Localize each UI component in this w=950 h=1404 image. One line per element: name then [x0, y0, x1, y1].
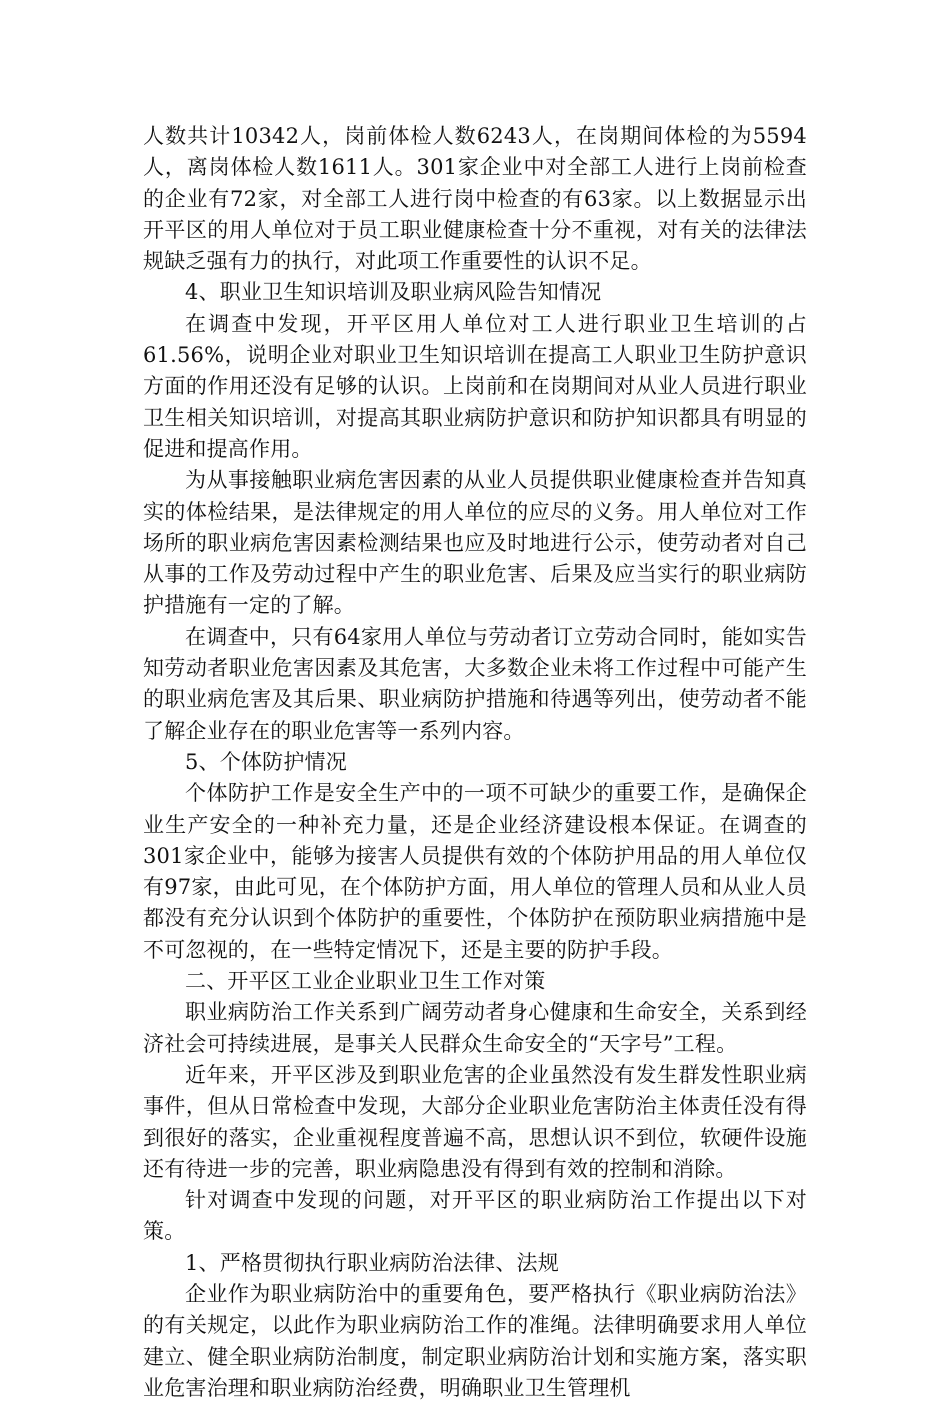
paragraph: 为从事接触职业病危害因素的从业人员提供职业健康检查并告知真实的体检结果，是法律规定的用人单位的应尽的义务。用人单位对工作场所的职业病危害因素检测结果也应及时地进行公示，使劳动者对自己从事的工作及劳动过程中产生的职业危害、后果及应当实行的职业病防护措施有一定的了解。	[143, 468, 807, 618]
section-heading-protection: 5、个体防护情况	[185, 749, 347, 774]
paragraph-continuation: 人数共计10342人，岗前体检人数6243人，在岗期间体检的为5594人，离岗体检人数1611人。301家企业中对全部工人进行上岗前检查的企业有72家，对全部工人进行岗中检查的有63家。以上数据显示出开平区的用人单位对于员工职业健康检查十分不重视，对有关的法律法规缺乏强有力的执行，对此项工作重要性的认识不足。	[143, 124, 807, 274]
section-heading-training: 4、职业卫生知识培训及职业病风险告知情况	[185, 280, 602, 305]
paragraph: 近年来，开平区涉及到职业危害的企业虽然没有发生群发性职业病事件，但从日常检查中发现，大部分企业职业危害防治主体责任没有得到很好的落实，企业重视程度普遍不高，思想认识不到位，软硬件设施还有待进一步的完善，职业病隐患没有得到有效的控制和消除。	[143, 1062, 807, 1181]
paragraph: 在调查中，只有64家用人单位与劳动者订立劳动合同时，能如实告知劳动者职业危害因素及其危害，大多数企业未将工作过程中可能产生的职业病危害及其后果、职业病防护措施和待遇等列出，使劳动者不能了解企业存在的职业危害等一系列内容。	[143, 624, 807, 743]
section-heading-laws: 1、严格贯彻执行职业病防治法律、法规	[185, 1250, 559, 1275]
paragraph: 个体防护工作是安全生产中的一项不可缺少的重要工作，是确保企业生产安全的一种补充力量，还是企业经济建设根本保证。在调查的301家企业中，能够为接害人员提供有效的个体防护用品的用人单位仅有97家，由此可见，在个体防护方面，用人单位的管理人员和从业人员都没有充分认识到个体防护的重要性，个体防护在预防职业病措施中是不可忽视的，在一些特定情况下，还是主要的防护手段。	[143, 781, 807, 962]
document-page	[143, 121, 807, 1404]
paragraph: 企业作为职业病防治中的重要角色，要严格执行《职业病防治法》的有关规定，以此作为职业病防治工作的准绳。法律明确要求用人单位建立、健全职业病防治制度，制定职业病防治计划和实施方案，落实职业危害治理和职业病防治经费，明确职业卫生管理机	[143, 1281, 807, 1400]
paragraph: 职业病防治工作关系到广阔劳动者身心健康和生命安全，关系到经济社会可持续进展，是事关人民群众生命安全的“天字号”工程。	[143, 1000, 807, 1056]
section-heading-countermeasures: 二、开平区工业企业职业卫生工作对策	[185, 969, 546, 994]
paragraph: 针对调查中发现的问题，对开平区的职业病防治工作提出以下对策。	[143, 1188, 807, 1244]
paragraph: 在调查中发现，开平区用人单位对工人进行职业卫生培训的占61.56%，说明企业对职业卫生知识培训在提高工人职业卫生防护意识方面的作用还没有足够的认识。上岗前和在岗期间对从业人员进行职业卫生相关知识培训，对提高其职业病防护意识和防护知识都具有明显的促进和提高作用。	[143, 311, 807, 461]
